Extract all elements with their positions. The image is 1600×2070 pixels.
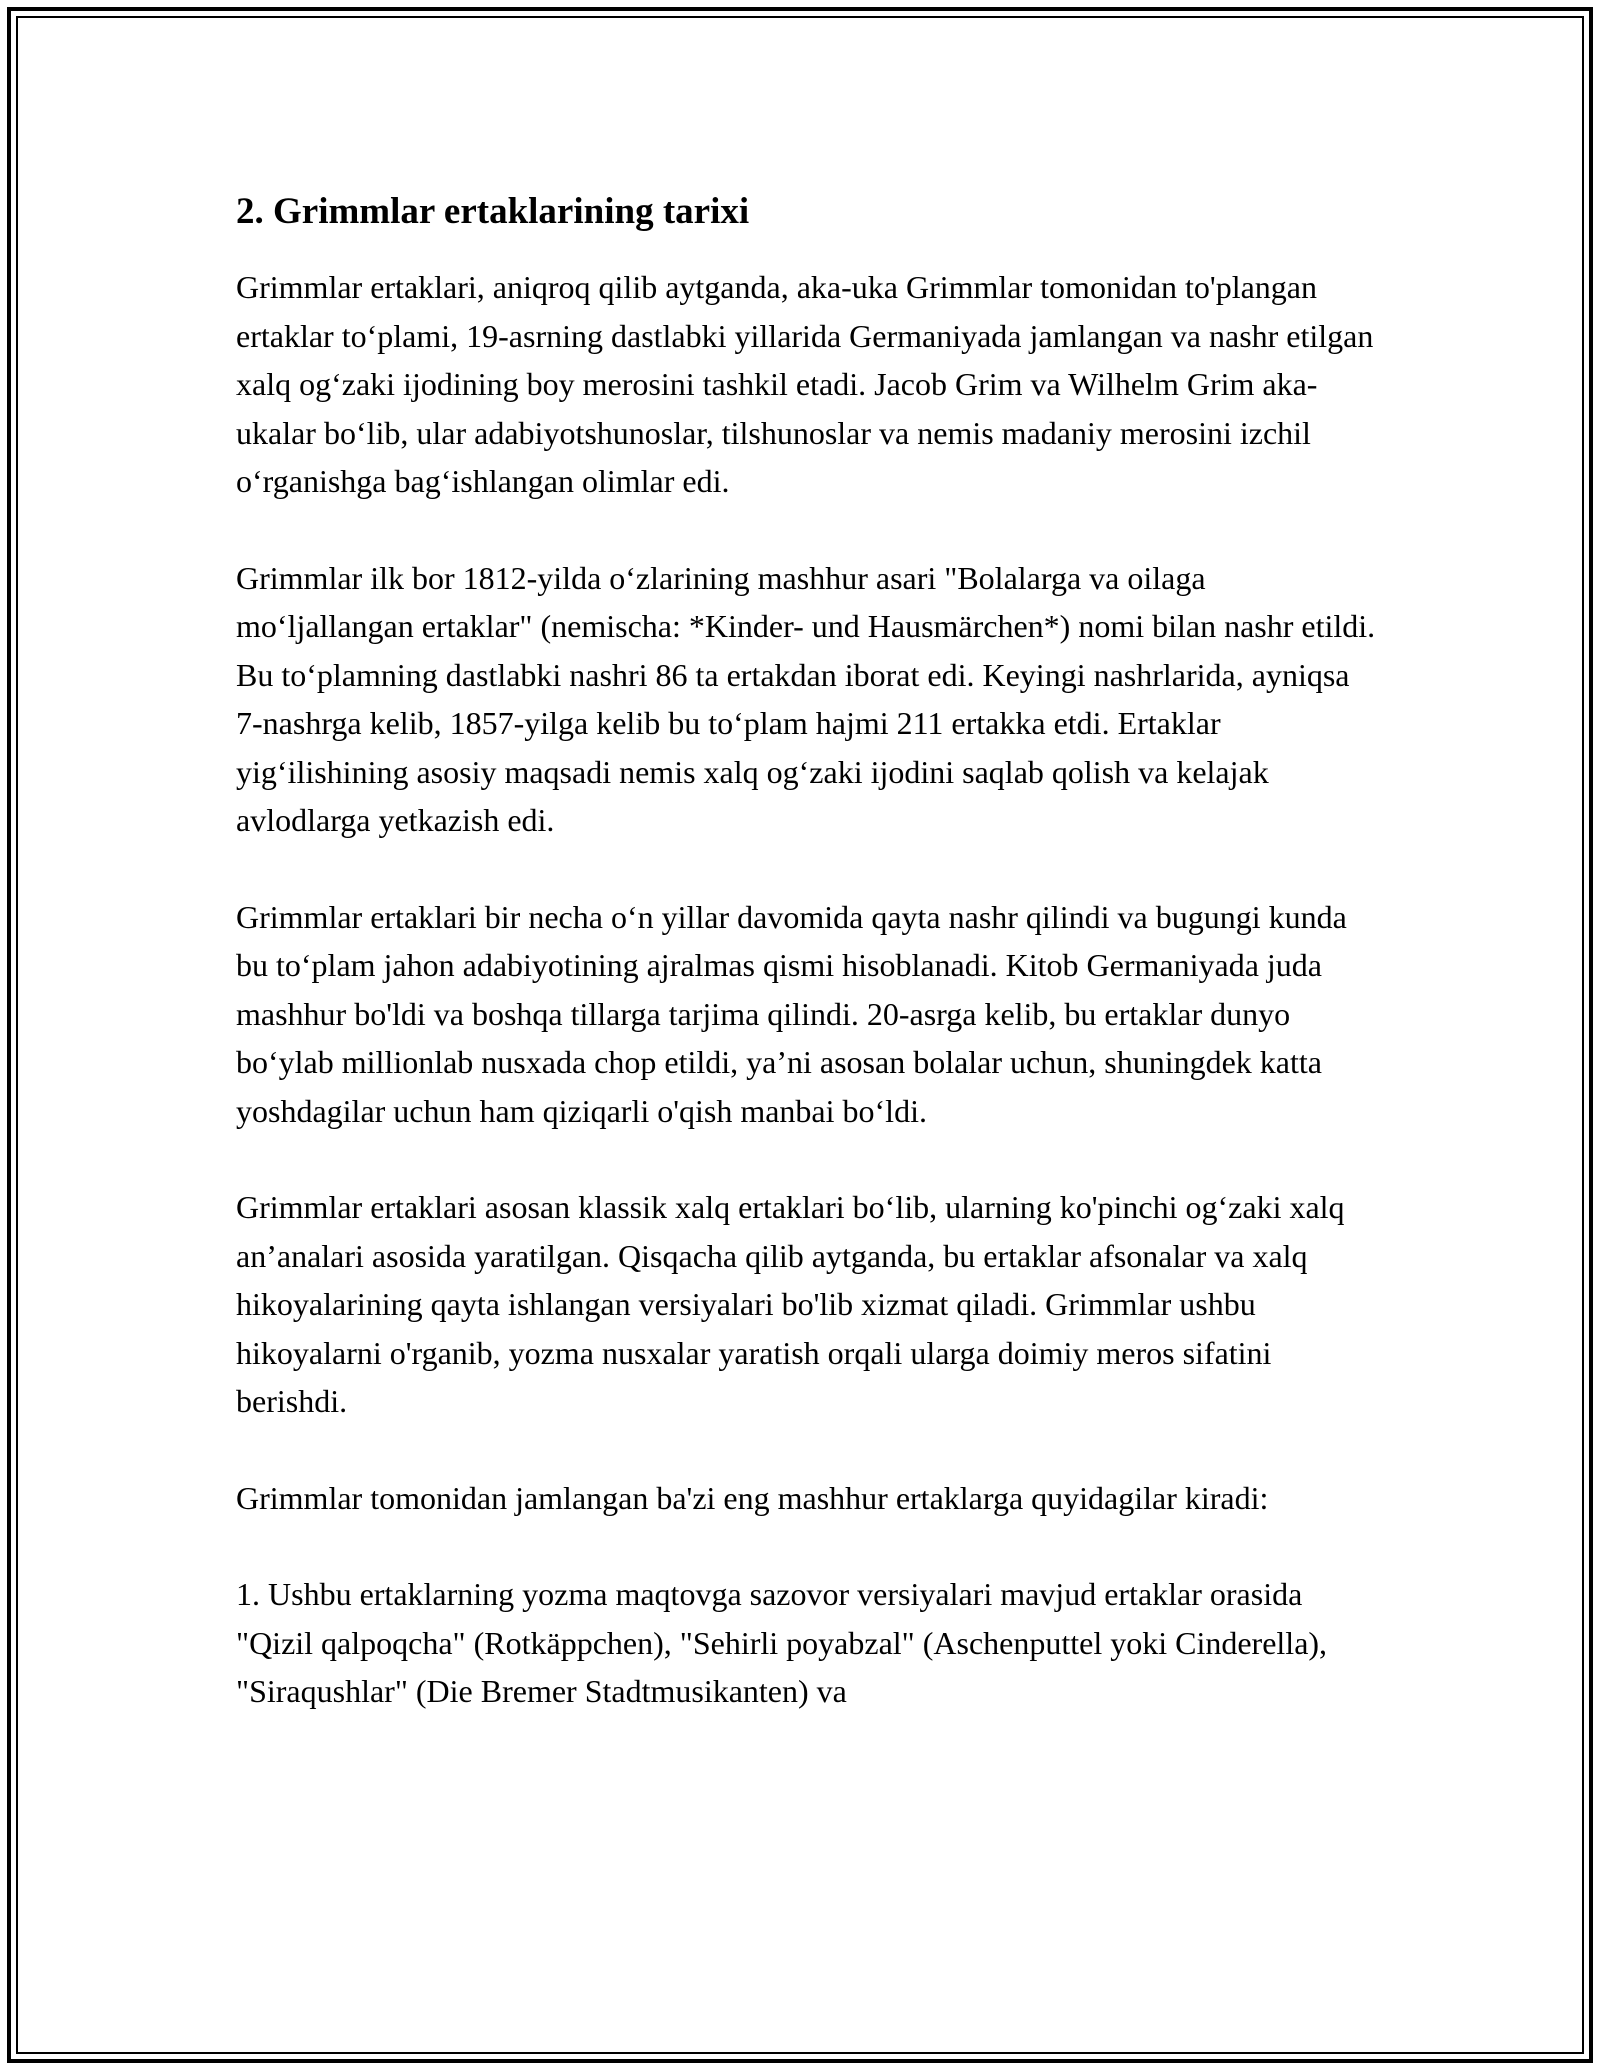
- list-item-1: 1. Ushbu ertaklarning yozma maqtovga sazovor versiyalari mavjud ertaklar orasida "Qizil qalpoqcha" (Rotkäppchen), "Sehirli poyabzal" (Aschenputtel yoki Cinderella), "Siraqushlar" (Die Bremer Stadtmusikanten) va: [236, 1576, 1328, 1709]
- document-body: [236, 188, 1376, 1716]
- paragraph-republication: Grimmlar ertaklari bir necha o‘n yillar davomida qayta nashr qilindi va bugungi kunda bu to‘plam jahon adabiyotining ajralmas qismi hisoblanadi. Kitob Germaniyada juda mashhur bo'ldi va boshqa tillarga tarjima qilindi. 20-asrga kelib, bu ertaklar dunyo bo‘ylab millionlab nusxada chop etildi, ya’ni asosan bolalar uchun, shuningdek katta yoshdagilar uchun ham qiziqarli o'qish manbai bo‘ldi.: [236, 898, 1347, 1129]
- paragraph-intro: Grimmlar ertaklari, aniqroq qilib aytganda, aka-uka Grimmlar tomonidan to'plangan ertaklar to‘plami, 19-asrning dastlabki yillarida Germaniyada jamlangan va nashr etilgan xalq og‘zaki ijodining boy merosini tashkil etadi. Jacob Grim va Wilhelm Grim aka-ukalar bo‘lib, ular adabiyotshunoslar, tilshunoslar va nemis madaniy merosini izchil o‘rganishga bag‘ishlangan olimlar edi.: [236, 269, 1374, 499]
- section-heading: 2. Grimmlar ertaklarining tarixi: [236, 191, 750, 232]
- paragraph-folk-tales: Grimmlar ertaklari asosan klassik xalq ertaklari bo‘lib, ularning ko'pinchi og‘zaki xalq an’analari asosida yaratilgan. Qisqacha qilib aytganda, bu ertaklar afsonalar va xalq hikoyalarining qayta ishlangan versiyalari bo'lib xizmat qiladi. Grimmlar ushbu hikoyalarni o'rganib, yozma nusxalar yaratish orqali ularga doimiy meros sifatini berishdi.: [236, 1189, 1345, 1419]
- paragraph-famous-tales-intro: Grimmlar tomonidan jamlangan ba'zi eng mashhur ertaklarga quyidagilar kiradi:: [236, 1479, 1269, 1516]
- paragraph-first-edition: Grimmlar ilk bor 1812-yilda o‘zlarining mashhur asari "Bolalarga va oilaga mo‘ljallangan ertaklar" (nemischa: *Kinder- und Hausmärchen*) nomi bilan nashr etildi. Bu to‘plamning dastlabki nashri 86 ta ertakdan iborat edi. Keyingi nashrlarida, ayniqsa 7-nashrga kelib, 1857-yilga kelib bu to‘plam hajmi 211 ertakka etdi. Ertaklar yig‘ilishining asosiy maqsadi nemis xalq og‘zaki ijodini saqlab qolish va kelajak avlodlarga yetkazish edi.: [236, 559, 1376, 838]
